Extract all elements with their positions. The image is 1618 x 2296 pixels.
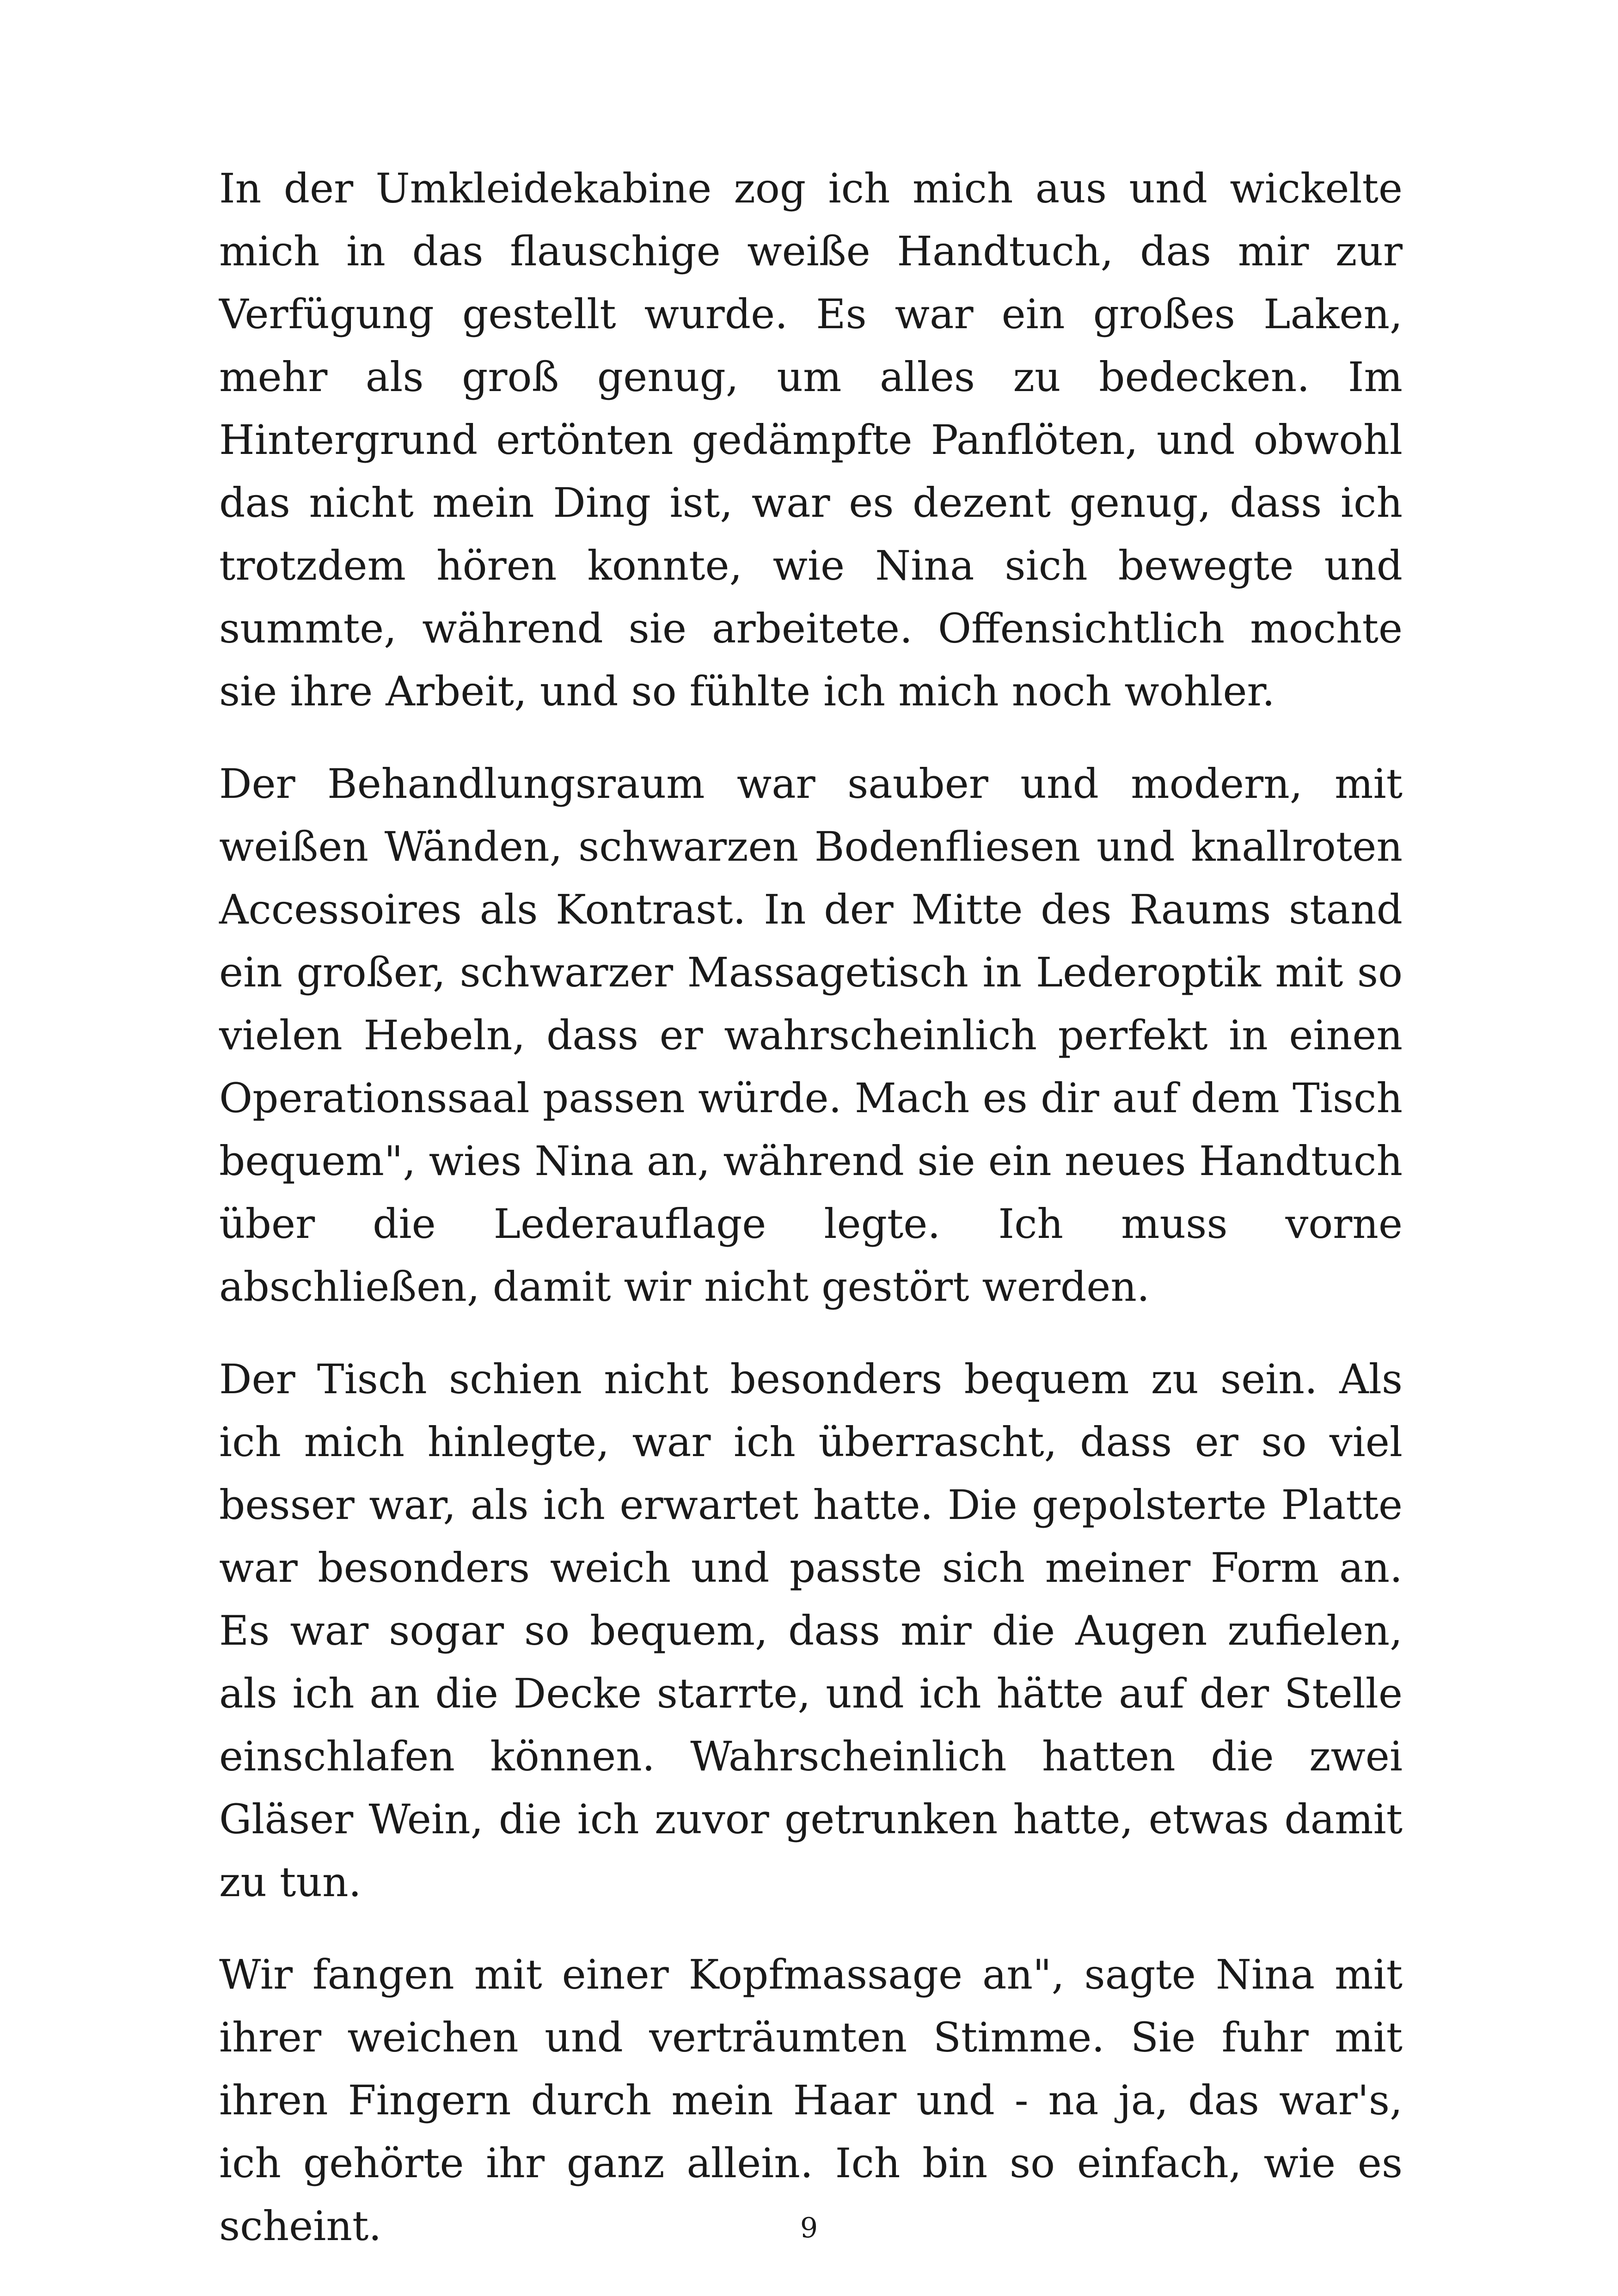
paragraph-1: In der Umkleidekabine zog ich mich aus und wickelte mich in das flauschige weiße Handtuch, das mir zur Verfügung gestellt wurde. Es war ein großes Laken, mehr als groß genug, um alles zu bedecken. Im Hintergrund ertönten gedämpfte Panflöten, und obwohl das nicht mein Ding ist, war es dezent genug, dass ich trotzdem hören konnte, wie Nina sich bewegte und summte, während sie arbeitete. Offensichtlich mochte sie ihre Arbeit, und so fühlte ich mich noch wohler.: [219, 165, 1403, 715]
paragraph-3: Der Tisch schien nicht besonders bequem zu sein. Als ich mich hinlegte, war ich überrascht, dass er so viel besser war, als ich erwartet hatte. Die gepolsterte Platte war besonders weich und passte sich meiner Form an. Es war sogar so bequem, dass mir die Augen zufielen, als ich an die Decke starrte, und ich hätte auf der Stelle einschlafen können. Wahrscheinlich hatten die zwei Gläser Wein, die ich zuvor getrunken hatte, etwas damit zu tun.: [219, 1355, 1403, 1906]
page-number: 9: [800, 2212, 818, 2244]
body-text: [219, 157, 1403, 2287]
paragraph-4: Wir fangen mit einer Kopfmassage an", sagte Nina mit ihrer weichen und verträumten Stimme. Sie fuhr mit ihren Fingern durch mein Haar und - na ja, das war's, ich gehörte ihr ganz allein. Ich bin so einfach, wie es scheint.: [219, 1951, 1403, 2250]
paragraph-2: Der Behandlungsraum war sauber und modern, mit weißen Wänden, schwarzen Bodenfliesen und knallroten Accessoires als Kontrast. In der Mitte des Raums stand ein großer, schwarzer Massagetisch in Lederoptik mit so vielen Hebeln, dass er wahrscheinlich perfekt in einen Operationssaal passen würde. Mach es dir auf dem Tisch bequem", wies Nina an, während sie ein neues Handtuch über die Lederauflage legte. Ich muss vorne abschließen, damit wir nicht gestört werden.: [219, 760, 1403, 1310]
